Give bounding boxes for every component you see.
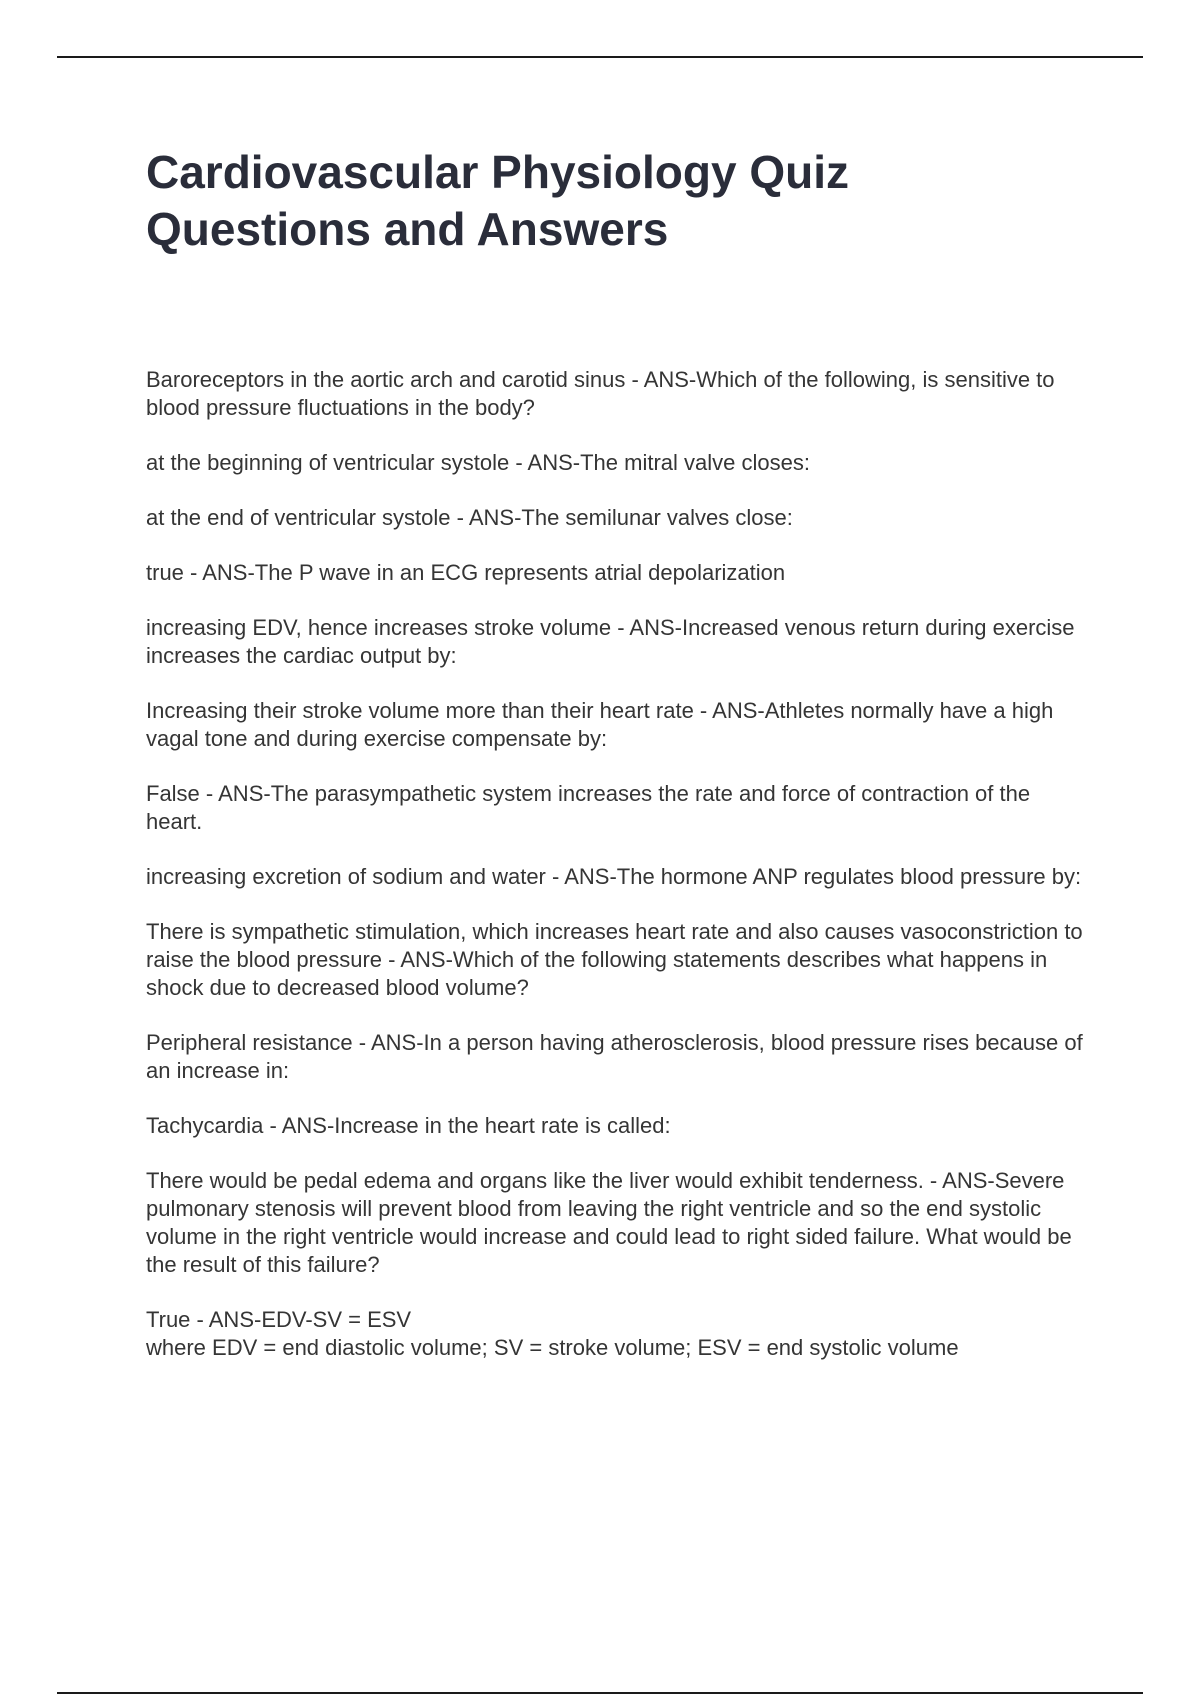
page-title: Cardiovascular Physiology Quiz Questions and Answers	[146, 146, 849, 255]
qa-item: Peripheral resistance - ANS-In a person having atherosclerosis, blood pressure rises because of an increase in:	[146, 1030, 1083, 1083]
qa-item: Increasing their stroke volume more than their heart rate - ANS-Athletes normally have a high vagal tone and during exercise compensate by:	[146, 698, 1054, 751]
qa-item: False - ANS-The parasympathetic system increases the rate and force of contraction of the heart.	[146, 781, 1031, 834]
qa-item: increasing excretion of sodium and water - ANS-The hormone ANP regulates blood pressure by:	[146, 864, 1082, 889]
qa-item: There is sympathetic stimulation, which increases heart rate and also causes vasoconstriction to raise the blood pressure - ANS-Which of the following statements describes what happens in shock due to decreased blood volume?	[146, 919, 1083, 1000]
qa-item: increasing EDV, hence increases stroke volume - ANS-Increased venous return during exercise increases the cardiac output by:	[146, 615, 1075, 668]
qa-item: Baroreceptors in the aortic arch and carotid sinus - ANS-Which of the following, is sensitive to blood pressure fluctuations in the body?	[146, 367, 1055, 420]
qa-item: True - ANS-EDV-SV = ESV where EDV = end diastolic volume; SV = stroke volume; ESV = end systolic volume	[146, 1307, 959, 1360]
qa-item: There would be pedal edema and organs like the liver would exhibit tenderness. - ANS-Severe pulmonary stenosis will prevent blood from leaving the right ventricle and so the end systolic volume in the right ventricle would increase and could lead to right sided failure. What would be the result of this failure?	[146, 1168, 1072, 1277]
qa-list	[146, 366, 1090, 1389]
qa-item: at the beginning of ventricular systole - ANS-The mitral valve closes:	[146, 450, 810, 475]
top-divider	[57, 56, 1143, 58]
qa-item: at the end of ventricular systole - ANS-The semilunar valves close:	[146, 505, 793, 530]
qa-item: true - ANS-The P wave in an ECG represents atrial depolarization	[146, 560, 786, 585]
qa-item: Tachycardia - ANS-Increase in the heart rate is called:	[146, 1113, 671, 1138]
bottom-divider	[57, 1692, 1143, 1694]
